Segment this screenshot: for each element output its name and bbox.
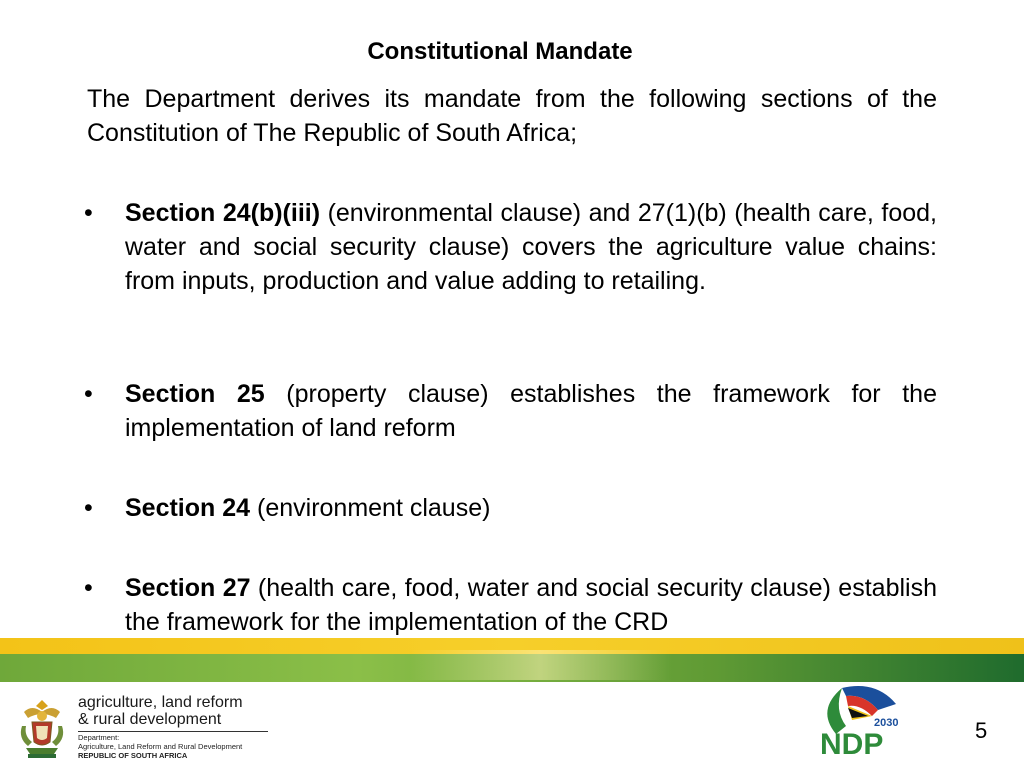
- dept-name-line2: & rural development: [78, 711, 222, 728]
- dept-full-name: Agriculture, Land Reform and Rural Development: [78, 742, 243, 751]
- bullet-dot: •: [84, 494, 93, 522]
- ndp-year: 2030: [874, 717, 899, 729]
- bullet-bold-label: Section 27: [125, 574, 251, 602]
- bullet-text: (property clause) establishes the framework for the implementation of land reform: [125, 380, 937, 442]
- dept-label: Department:: [78, 733, 120, 742]
- footer-band-sheen: [410, 650, 670, 680]
- intro-paragraph: The Department derives its mandate from the following sections of the Constitution of The Republic of South Africa;: [87, 85, 937, 147]
- bullet-item: [84, 491, 937, 525]
- bullet-item: [84, 571, 937, 639]
- dept-divider: [78, 731, 268, 732]
- ndp-logo-icon: [806, 680, 906, 760]
- slide-title: Constitutional Mandate: [367, 38, 633, 65]
- country-name: REPUBLIC OF SOUTH AFRICA: [78, 751, 188, 760]
- bullet-bold-label: Section 24(b)(iii): [125, 199, 321, 227]
- bullet-bold-label: Section 24: [125, 494, 251, 522]
- bullet-dot: •: [84, 199, 93, 227]
- coat-of-arms-icon: [14, 696, 70, 760]
- bullet-item: [84, 196, 937, 298]
- bullet-text: (environment clause): [250, 494, 491, 522]
- bullet-text: (health care, food, water and social security clause) establish the framework for the implementation of the CRD: [125, 574, 937, 636]
- bullet-dot: •: [84, 574, 93, 602]
- bullet-dot: •: [84, 380, 93, 408]
- bullet-item: [84, 377, 937, 445]
- dept-name-line1: agriculture, land reform: [78, 694, 243, 711]
- bullet-bold-label: Section 25: [125, 380, 265, 408]
- ndp-text: NDP: [820, 728, 884, 760]
- bullet-text: (environmental clause) and 27(1)(b) (health care, food, water and social security clause) covers the agriculture value chains: from inputs, production and value adding to retailing.: [125, 199, 937, 295]
- page-number: 5: [975, 718, 988, 743]
